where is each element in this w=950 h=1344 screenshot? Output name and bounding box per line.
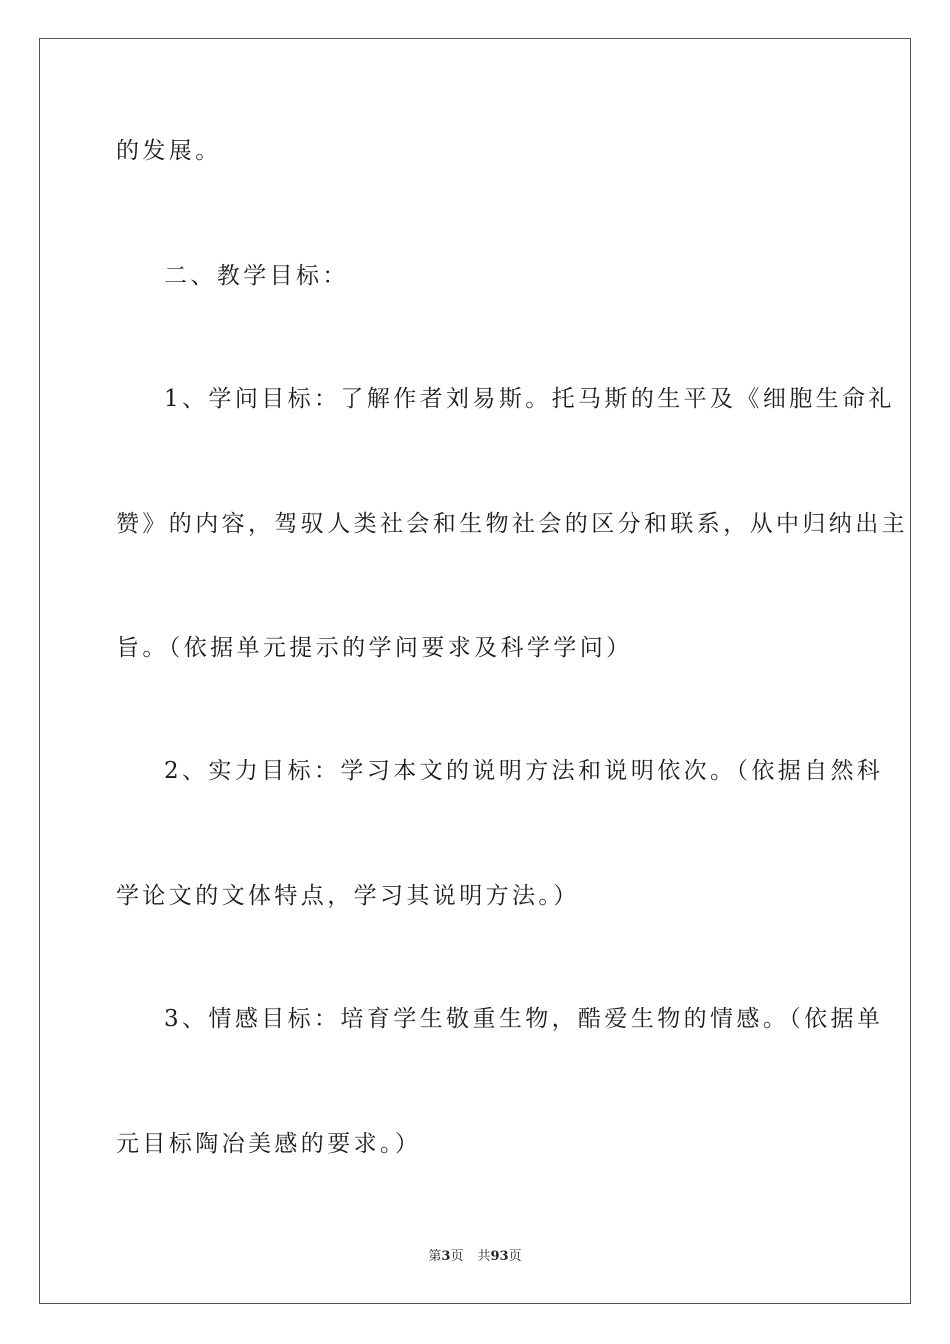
body-line-knowledge-goal-end: 旨。（依据单元提示的学问要求及科学学问） — [116, 635, 633, 661]
body-line-knowledge-goal-cont: 赞》的内容，驾驭人类社会和生物社会的区分和联系，从中归纳出主 — [116, 511, 908, 537]
body-line-emotion-goal-cont: 元目标陶冶美感的要求。） — [116, 1131, 422, 1157]
footer-page-suffix: 页 — [450, 1249, 464, 1264]
footer-page-number: 3 — [441, 1249, 451, 1264]
footer-page-prefix: 第 — [428, 1249, 442, 1264]
footer-total-suffix: 页 — [508, 1249, 522, 1264]
body-line-ability-goal-cont: 学论文的文体特点，学习其说明方法。） — [116, 883, 580, 909]
page-border — [39, 38, 911, 1304]
footer-total-pages: 93 — [490, 1249, 509, 1264]
body-line-ability-goal: 2、实力目标：学习本文的说明方法和说明依次。（依据自然科 — [164, 758, 884, 784]
body-line-emotion-goal: 3、情感目标：培育学生敬重生物，酷爱生物的情感。（依据单 — [164, 1006, 884, 1032]
page-footer — [0, 1248, 950, 1266]
body-line-knowledge-goal: 1、学问目标：了解作者刘易斯。托马斯的生平及《细胞生命礼 — [164, 386, 895, 412]
section-heading-teaching-goals: 二、教学目标： — [164, 263, 349, 289]
body-line-1: 的发展。 — [116, 138, 222, 164]
footer-total-prefix: 共 — [477, 1249, 491, 1264]
